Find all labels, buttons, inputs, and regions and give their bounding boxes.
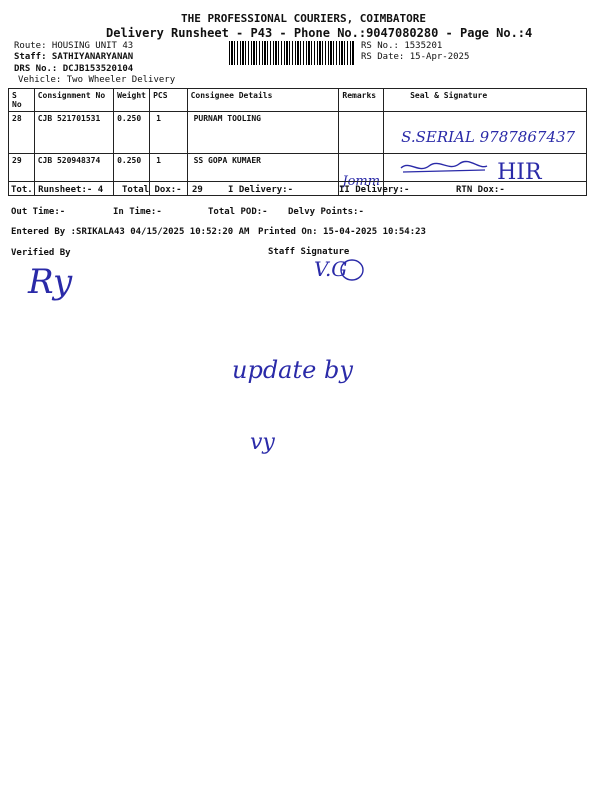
vehicle-label: Vehicle: Two Wheeler Delivery	[18, 75, 176, 85]
cell-consignee: PURNAM TOOLING	[187, 112, 339, 154]
total-pod-label: Total POD:-	[208, 207, 268, 217]
i-delivery-label: I Delivery:-	[228, 185, 294, 195]
cell-pcs: 1	[150, 154, 187, 196]
table-row	[9, 112, 587, 154]
drs-number: DRS No.: DCJB153520104	[14, 64, 134, 74]
staff-signature: V.G	[314, 257, 348, 281]
seal-signature-handwriting: S.SERIAL 9787867437	[401, 128, 576, 146]
rtn-dox-label: RTN Dox:-	[456, 185, 505, 195]
cell-sno: 28	[9, 112, 35, 154]
divider	[8, 181, 587, 182]
rs-number: RS No.: 1535201	[361, 41, 443, 51]
table-header-row	[9, 89, 587, 112]
rs-date: RS Date: 15-Apr-2025	[361, 52, 470, 62]
cell-weight: 0.250	[114, 154, 150, 196]
total-runsheet: Tot. Runsheet:- 4	[11, 185, 104, 195]
entered-by: Entered By :SRIKALA43 04/15/2025 10:52:20 AM	[11, 227, 250, 237]
col-header-sno: S No	[9, 89, 35, 112]
cell-pcs: 1	[150, 112, 187, 154]
col-header-consignment: Consignment No	[34, 89, 113, 112]
route-label: Route: HOUSING UNIT 43	[14, 41, 134, 51]
scribble-signature-icon	[399, 158, 489, 180]
col-header-pcs: PCS	[150, 89, 187, 112]
cell-consignment: CJB 520948374	[34, 154, 113, 196]
company-title: THE PROFESSIONAL COURIERS, COIMBATORE	[181, 12, 427, 25]
in-time-label: In Time:-	[113, 207, 162, 217]
verified-by-label: Verified By	[11, 248, 71, 258]
col-header-remarks: Remarks	[339, 89, 384, 112]
total-dox-label: Total Dox:-	[122, 185, 182, 195]
update-initials-handwriting: vy	[250, 430, 275, 455]
remarks-handwriting: Jomm	[342, 174, 381, 189]
cell-consignee: SS GOPA KUMAER	[187, 154, 339, 196]
signature-loop-icon	[338, 255, 368, 283]
ii-delivery-label: II Delivery:-	[339, 185, 410, 195]
staff-signature-label: Staff Signature	[268, 247, 350, 257]
staff-label: Staff: SATHIYANARYANAN	[14, 52, 134, 62]
update-note-handwriting: update by	[232, 356, 353, 384]
printed-on: Printed On: 15-04-2025 10:54:23	[258, 227, 426, 237]
cell-sno: 29	[9, 154, 35, 196]
seal-signature-handwriting: HIR	[497, 160, 542, 185]
cell-remarks	[339, 112, 384, 154]
cell-seal-signature	[384, 112, 587, 154]
runsheet-title: Delivery Runsheet - P43 - Phone No.:9047080280 - Page No.:4	[106, 26, 533, 40]
cell-consignment: CJB 521701531	[34, 112, 113, 154]
verified-signature: Ry	[28, 262, 73, 302]
col-header-consignee: Consignee Details	[187, 89, 339, 112]
barcode-icon	[229, 41, 355, 65]
delvy-points-label: Delvy Points:-	[288, 207, 364, 217]
cell-weight: 0.250	[114, 112, 150, 154]
out-time-label: Out Time:-	[11, 207, 66, 217]
col-header-weight: Weight	[114, 89, 150, 112]
col-header-seal: Seal & Signature	[384, 89, 587, 112]
total-dox-value: 29	[192, 185, 203, 195]
runsheet-table	[8, 88, 587, 196]
